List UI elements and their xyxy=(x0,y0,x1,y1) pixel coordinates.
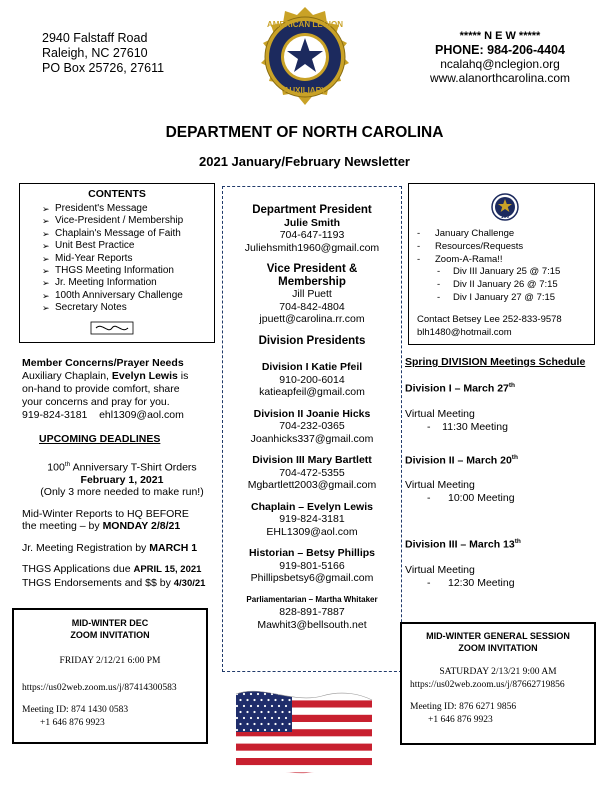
historian-title: Historian – Betsy Phillips xyxy=(248,547,376,559)
division-3-email[interactable]: Mgbartlett2003@gmail.com xyxy=(247,479,377,491)
spring-schedule: Spring DIVISION Meetings Schedule Division I – March 27th Virtual Meeting - 11:30 Meeting Division II – March 20th Virtual Meeting - 10:00 Meeting Division III – March 13th Virtual Meeting - 12:30 Meeting xyxy=(405,356,600,590)
flag-star xyxy=(253,711,255,713)
member-concerns xyxy=(22,357,222,422)
parliamentarian-email[interactable]: Mawhit3@bellsouth.net xyxy=(257,618,367,631)
flag-star xyxy=(250,729,252,731)
chaplain-title: Chaplain – Evelyn Lewis xyxy=(251,500,373,513)
contents-item: ➢ Chaplain's Message of Faith xyxy=(42,228,214,240)
historian-phone: 919-801-5166 xyxy=(279,559,345,572)
flag-star xyxy=(246,711,248,713)
division-1-phone: 910-200-6014 xyxy=(279,373,345,386)
challenge-contact-line: Contact Betsey Lee 252-833-9578 xyxy=(417,314,562,325)
flag-star xyxy=(271,717,273,719)
president-email[interactable]: Juliehsmith1960@gmail.com xyxy=(244,241,380,254)
address-line: 2940 Falstaff Road xyxy=(42,31,148,45)
division-1-email[interactable]: katieapfeil@gmail.com xyxy=(259,386,365,398)
chaplain-block xyxy=(223,501,401,539)
flag-star xyxy=(236,729,238,731)
flag-star xyxy=(267,699,269,701)
thgs-applications-date: APRIL 15, 2021 xyxy=(133,564,202,575)
tshirt-date: February 1, 2021 xyxy=(80,473,164,486)
division-2-email[interactable]: Joanhicks337@gmail.com xyxy=(250,432,374,445)
flag-star xyxy=(253,699,255,701)
flag-star xyxy=(274,723,276,725)
spring-division-title: Division II – March 20 xyxy=(405,454,512,466)
flag-star xyxy=(260,699,262,701)
historian-block xyxy=(223,547,401,585)
website-link[interactable]: www.alanorthcarolina.com xyxy=(429,71,571,85)
ornament-icon xyxy=(90,321,134,335)
chaplain-line-post: is xyxy=(177,370,189,382)
thgs-endorsements: THGS Endorsements and $$ by xyxy=(22,576,174,589)
flag-star xyxy=(274,699,276,701)
spring-heading: Spring DIVISION Meetings Schedule xyxy=(405,356,586,368)
page-title: DEPARTMENT OF NORTH CAROLINA xyxy=(165,124,444,141)
flag-star xyxy=(236,705,238,707)
contents-list xyxy=(20,203,214,315)
division-2-phone: 704-232-0365 xyxy=(279,420,345,432)
midwinter-line: Mid-Winter Reports to HQ BEFORE xyxy=(22,507,189,520)
spring-division-time: 12:30 Meeting xyxy=(448,576,515,589)
flag-star xyxy=(264,693,266,695)
member-concerns-line: your concerns and pray for you. xyxy=(22,396,170,408)
flag-star xyxy=(285,693,287,695)
newsletter-subtitle: 2021 January/February Newsletter xyxy=(199,154,410,169)
flag-stripe xyxy=(232,744,376,751)
contents-item: ➢ Jr. Meeting Information xyxy=(42,277,214,289)
flag-stripe xyxy=(232,765,376,772)
flag-star xyxy=(267,711,269,713)
contents-item: ➢ 100th Anniversary Challenge xyxy=(42,290,214,302)
president-name: Julie Smith xyxy=(283,216,340,229)
flag-stripe xyxy=(232,736,376,743)
tshirt-pre: 100 xyxy=(47,461,65,473)
badge-text: 100 xyxy=(500,214,510,220)
spring-division-time: 10:00 Meeting xyxy=(448,492,515,504)
contents-item: ➢ Unit Best Practice xyxy=(42,240,214,252)
flag-star xyxy=(239,699,241,701)
new-badge: ***** N E W ***** xyxy=(459,30,541,42)
flag-star xyxy=(253,723,255,725)
flag-star xyxy=(257,717,259,719)
division-2-title: Division II Joanie Hicks xyxy=(253,407,371,420)
chaplain-line-pre: Auxiliary Chaplain, xyxy=(22,370,112,382)
zoom-date: SATURDAY 2/13/21 9:00 AM xyxy=(439,667,557,677)
zoom-rama-item: - Div III January 25 @ 7:15 xyxy=(417,266,592,279)
chaplain-name: Evelyn Lewis xyxy=(111,370,178,382)
challenge-item: - January Challenge xyxy=(417,228,592,241)
officers-box xyxy=(222,186,402,672)
upcoming-deadlines xyxy=(22,433,222,590)
contents-item: ➢ President's Message xyxy=(42,203,214,215)
zoom-invitation-dec xyxy=(12,608,208,744)
flag-star xyxy=(285,729,287,731)
spring-division-title: Division I – March 27 xyxy=(405,382,509,395)
division-1-title: Division I Katie Pfeil xyxy=(261,361,363,373)
flag-star xyxy=(250,717,252,719)
flag-canton xyxy=(232,686,292,732)
flag-star xyxy=(278,717,280,719)
zoom-title: ZOOM INVITATION xyxy=(458,643,538,653)
tshirt-note: (Only 3 more needed to make run!) xyxy=(40,486,204,498)
president-phone: 704-647-1193 xyxy=(279,229,345,241)
division-1-block xyxy=(223,361,401,399)
100th-anniversary-badge-icon xyxy=(491,193,519,221)
flag-star xyxy=(285,705,287,707)
spring-division-sup: th xyxy=(508,382,516,389)
thgs-endorsements-date: 4/30/21 xyxy=(173,577,206,589)
contact-block xyxy=(420,29,580,85)
flag-star xyxy=(288,711,290,713)
flag-star xyxy=(271,729,273,731)
zoom-phone: +1 646 876 9923 xyxy=(40,717,105,728)
parliamentarian-title: Parliamentarian – Martha Whitaker xyxy=(246,594,378,604)
flag-star xyxy=(281,699,283,701)
vice-president-email[interactable]: jpuett@carolina.rr.com xyxy=(259,313,365,325)
flag-star xyxy=(281,711,283,713)
midwinter-date: MONDAY 2/8/21 xyxy=(102,520,181,532)
vice-president-title: Membership xyxy=(278,275,346,288)
flag-star xyxy=(239,723,241,725)
flag-stripe xyxy=(232,751,376,758)
zoom-title: ZOOM INVITATION xyxy=(70,630,150,640)
flag-star xyxy=(264,729,266,731)
zoom-title: MID-WINTER DEC xyxy=(71,618,149,628)
zoom-date: FRIDAY 2/12/21 6:00 PM xyxy=(59,656,161,666)
flag-star xyxy=(246,723,248,725)
address-line: Raleigh, NC 27610 xyxy=(42,46,148,60)
zoom-url[interactable]: https://us02web.zoom.us/j/87662719856 xyxy=(410,679,565,690)
contents-item: ➢ Mid-Year Reports xyxy=(42,253,214,265)
virtual-meeting-label: Virtual Meeting xyxy=(405,479,475,491)
president-block xyxy=(223,204,401,254)
chaplain-block-email[interactable]: EHL1309@aol.com xyxy=(266,525,358,538)
midwinter-line: the meeting – by xyxy=(22,520,103,532)
flag-star xyxy=(243,729,245,731)
zoom-invitation-general xyxy=(400,622,596,745)
contents-item: ➢ Secretary Notes xyxy=(42,302,214,314)
tshirt-post: Anniversary T-Shirt Orders xyxy=(70,461,197,473)
flag-star xyxy=(250,693,252,695)
zoom-phone: +1 646 876 9923 xyxy=(428,714,493,725)
flag-star xyxy=(278,729,280,731)
division-2-block xyxy=(223,408,401,446)
member-concerns-line: on-hand to provide comfort, share xyxy=(22,383,180,395)
flag-star xyxy=(236,717,238,719)
thgs-applications: THGS Applications due xyxy=(22,563,134,575)
flag-star xyxy=(246,699,248,701)
flag-star xyxy=(281,723,283,725)
flag-star xyxy=(257,729,259,731)
division-3-phone: 704-472-5355 xyxy=(279,466,345,479)
flag-star xyxy=(288,699,290,701)
flag-star xyxy=(264,717,266,719)
american-legion-auxiliary-logo xyxy=(255,5,355,113)
flag-star xyxy=(257,705,259,707)
parliamentarian-phone: 828-891-7887 xyxy=(279,606,345,618)
logo-text-bottom: AUXILIARY xyxy=(283,86,327,95)
flag-star xyxy=(274,711,276,713)
contents-item: ➢ THGS Meeting Information xyxy=(42,265,214,277)
flag-star xyxy=(278,705,280,707)
virtual-meeting-label: Virtual Meeting xyxy=(405,407,475,420)
flag-star xyxy=(288,723,290,725)
address-line: PO Box 25726, 27611 xyxy=(42,61,165,75)
chaplain-block-phone: 919-824-3181 xyxy=(279,513,345,525)
zoom-meeting-id: Meeting ID: 874 1430 0583 xyxy=(22,705,129,715)
vice-president-title: Vice President & xyxy=(266,263,358,275)
flag-star xyxy=(271,705,273,707)
address-block xyxy=(42,31,164,76)
member-concerns-heading: Member Concerns/Prayer Needs xyxy=(22,357,184,369)
vice-president-name: Jill Puett xyxy=(292,288,332,300)
flag-star xyxy=(267,723,269,725)
challenge-box xyxy=(408,183,595,345)
virtual-meeting-label: Virtual Meeting xyxy=(405,563,475,576)
email-address[interactable]: ncalahq@nclegion.org xyxy=(440,57,560,71)
challenge-item: - Zoom-A-Rama!! xyxy=(417,254,592,267)
tshirt-sup: th xyxy=(64,460,71,468)
contents-item: ➢ Vice-President / Membership xyxy=(42,215,214,227)
flag-star xyxy=(264,705,266,707)
challenge-contact xyxy=(417,314,562,340)
logo-text-top: AMERICAN LEGION xyxy=(267,20,343,29)
zoom-title: MID-WINTER GENERAL SESSION xyxy=(426,631,570,641)
spring-division-time: 11:30 Meeting xyxy=(442,420,508,433)
flag-stripe xyxy=(232,758,376,765)
flag-star xyxy=(243,717,245,719)
flag-star xyxy=(285,717,287,719)
parliamentarian-block xyxy=(223,594,401,632)
zoom-url[interactable]: https://us02web.zoom.us/j/87414300583 xyxy=(22,682,177,693)
jr-meeting-date: MARCH 1 xyxy=(149,541,198,554)
challenge-contact-email[interactable]: blh1480@hotmail.com xyxy=(417,326,512,338)
phone-number: PHONE: 984-206-4404 xyxy=(435,43,565,57)
historian-email[interactable]: Phillipsbetsy6@gmail.com xyxy=(250,572,374,584)
american-flag-icon xyxy=(232,686,376,779)
challenge-item: - Resources/Requests xyxy=(417,241,592,254)
flag-star xyxy=(243,693,245,695)
flag-star xyxy=(250,705,252,707)
chaplain-email[interactable]: ehl1309@aol.com xyxy=(99,409,184,421)
deadlines-heading: UPCOMING DEADLINES xyxy=(39,433,161,445)
flag-star xyxy=(260,723,262,725)
chaplain-phone: 919-824-3181 xyxy=(22,409,88,421)
president-title: Department President xyxy=(252,204,372,216)
flag-star xyxy=(243,705,245,707)
jr-meeting-line: Jr. Meeting Registration by xyxy=(22,541,150,554)
vice-president-block xyxy=(223,263,401,326)
flag-star xyxy=(260,711,262,713)
flag-stripe xyxy=(232,772,376,779)
zoom-rama-item: - Div II January 26 @ 7:15 xyxy=(417,279,592,292)
spring-division-sup: th xyxy=(511,453,518,461)
spring-division-sup: th xyxy=(514,538,521,545)
vice-president-phone: 704-842-4804 xyxy=(279,300,345,313)
division-3-block xyxy=(223,454,401,492)
challenge-list xyxy=(417,228,592,305)
zoom-meeting-id: Meeting ID: 876 6271 9856 xyxy=(410,702,517,712)
spring-division-title: Division III – March 13 xyxy=(405,538,515,551)
contents-heading: CONTENTS xyxy=(88,188,146,200)
contents-box xyxy=(19,183,215,343)
zoom-rama-item: - Div I January 27 @ 7:15 xyxy=(417,292,592,305)
flag-star xyxy=(239,711,241,713)
division-presidents-heading: Division Presidents xyxy=(258,334,366,347)
flag-star xyxy=(257,693,259,695)
division-3-title: Division III Mary Bartlett xyxy=(252,454,372,466)
